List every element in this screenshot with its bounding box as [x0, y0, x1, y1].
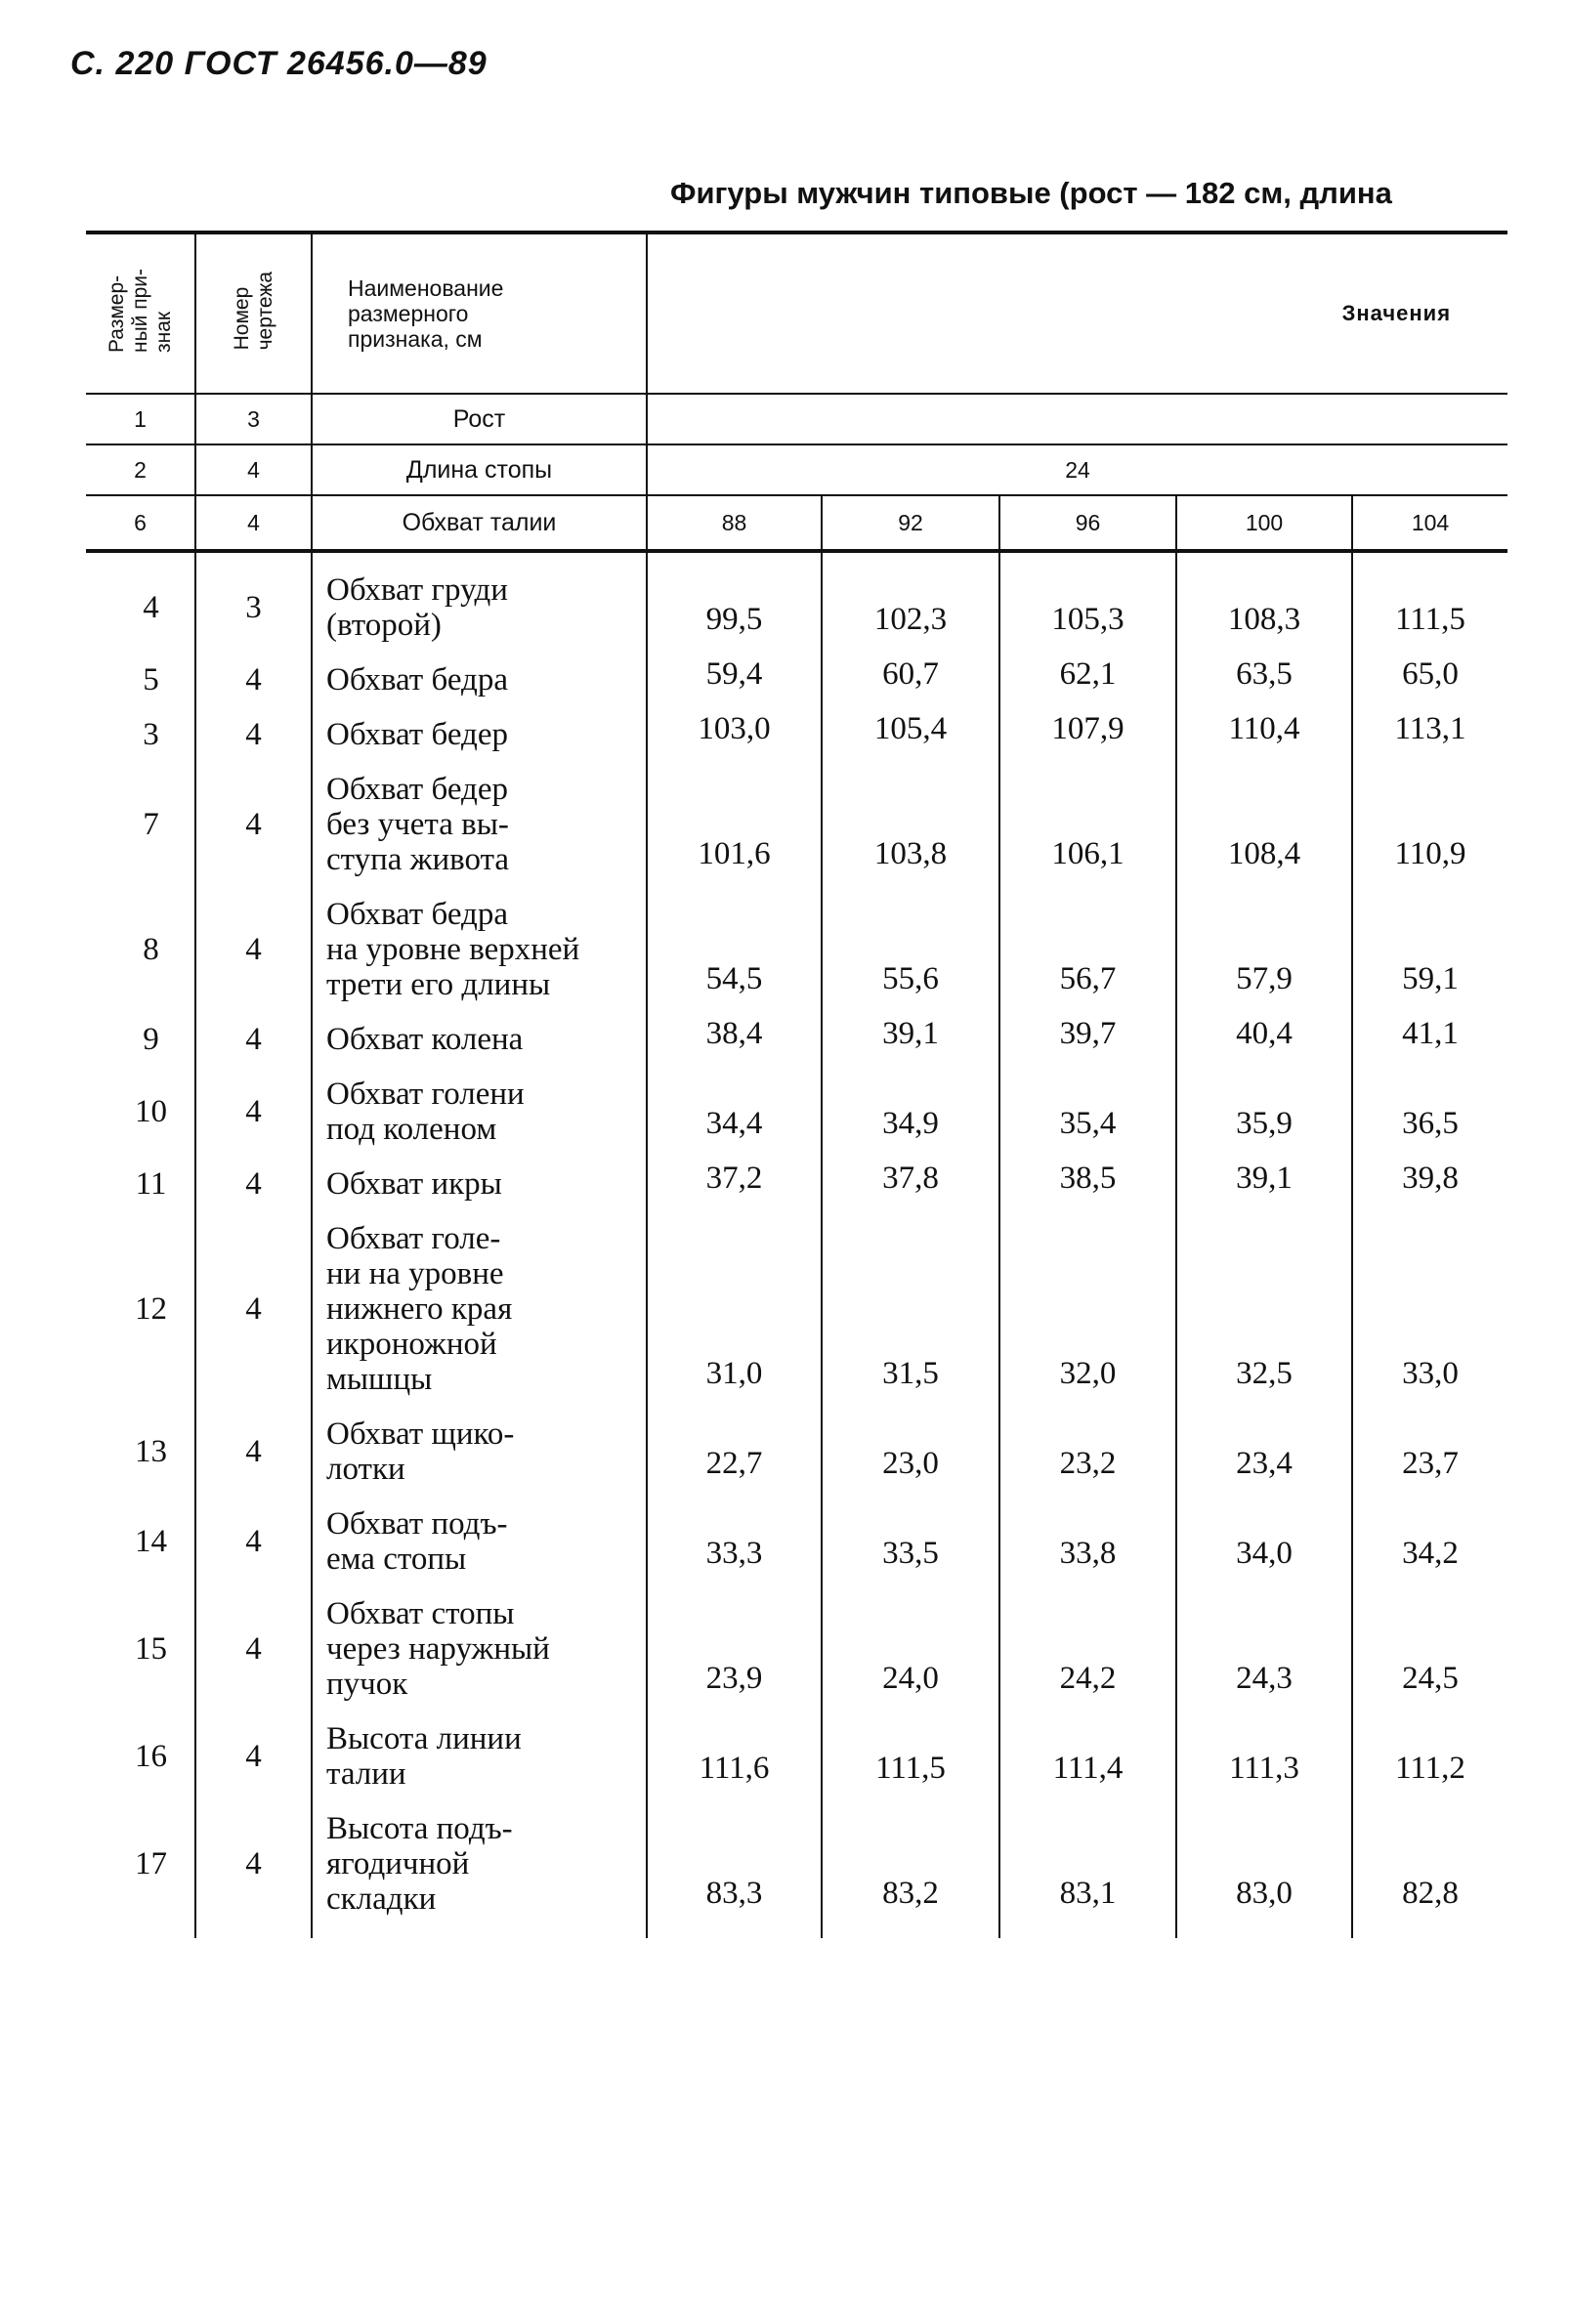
row-name: Обхват бедра на уровне верхней трети его длины	[312, 877, 647, 1002]
row-code: 4	[143, 590, 159, 625]
row-drawing: 4	[195, 1057, 312, 1147]
row-value: 24,2	[999, 1577, 1176, 1702]
row-drawing: 4	[195, 1397, 312, 1487]
table-row	[86, 1202, 1507, 1397]
row-drawing: 4	[195, 1147, 312, 1202]
row-code: 3	[143, 717, 159, 752]
row-value	[647, 394, 1507, 444]
row-value: 103,8	[822, 752, 999, 877]
row-value: 60,7	[822, 643, 999, 697]
row-value: 32,5	[1176, 1202, 1352, 1397]
row-value: 37,8	[822, 1147, 999, 1202]
row-value: 33,0	[1352, 1202, 1507, 1397]
row-value: 40,4	[1176, 1002, 1352, 1057]
table-row	[86, 1487, 1507, 1577]
table-row	[86, 697, 1507, 752]
row-value: 83,0	[1176, 1792, 1352, 1917]
tail-cell	[647, 1917, 822, 1938]
tail-cell	[86, 1917, 195, 1938]
table-row	[86, 1147, 1507, 1202]
tail-cell	[999, 1917, 1176, 1938]
tail-cell	[822, 1917, 999, 1938]
row-value: 23,0	[822, 1397, 999, 1487]
param-row	[86, 394, 1507, 444]
table-row	[86, 1702, 1507, 1792]
row-value: 34,4	[647, 1057, 822, 1147]
row-value: 55,6	[822, 877, 999, 1002]
row-value: 39,1	[822, 1002, 999, 1057]
row-code: 6	[86, 495, 195, 551]
row-value: 83,3	[647, 1792, 822, 1917]
row-name: Обхват голе- ни на уровне нижнего края икроножной мышцы	[312, 1202, 647, 1397]
row-value: 103,0	[647, 697, 822, 752]
row-value: 62,1	[999, 643, 1176, 697]
row-name: Обхват груди (второй)	[312, 553, 647, 643]
row-name: Обхват бедра	[312, 643, 647, 697]
row-name: Обхват талии	[312, 495, 647, 551]
row-name: Рост	[312, 394, 647, 444]
row-value: 111,6	[647, 1702, 822, 1792]
row-value: 33,3	[647, 1487, 822, 1577]
row-drawing: 4	[195, 1702, 312, 1792]
row-drawing: 4	[195, 444, 312, 495]
measurements-table	[86, 231, 1507, 1938]
row-value: 108,3	[1176, 553, 1352, 643]
row-code: 7	[143, 807, 159, 842]
header-values: Значения	[647, 232, 1507, 394]
table-row	[86, 877, 1507, 1002]
row-name: Обхват подъ- ема стопы	[312, 1487, 647, 1577]
tail-cell	[1176, 1917, 1352, 1938]
row-value: 111,4	[999, 1702, 1176, 1792]
row-value: 59,4	[647, 643, 822, 697]
row-code: 5	[143, 662, 159, 697]
row-value: 83,1	[999, 1792, 1176, 1917]
row-code: 10	[135, 1094, 167, 1129]
table-row	[86, 1792, 1507, 1917]
row-value: 113,1	[1352, 697, 1507, 752]
row-value: 32,0	[999, 1202, 1176, 1397]
param-row	[86, 444, 1507, 495]
page-header: С. 220 ГОСТ 26456.0—89	[70, 45, 488, 82]
row-drawing: 4	[195, 1202, 312, 1397]
header-drawing: Номер чертежа	[195, 232, 312, 394]
waist-value: 88	[647, 495, 822, 551]
row-value: 34,2	[1352, 1487, 1507, 1577]
row-value: 107,9	[999, 697, 1176, 752]
table-row	[86, 1002, 1507, 1057]
row-value: 24	[647, 444, 1507, 495]
row-value: 33,5	[822, 1487, 999, 1577]
row-value: 101,6	[647, 752, 822, 877]
row-drawing: 4	[195, 752, 312, 877]
row-drawing: 4	[195, 495, 312, 551]
row-value: 57,9	[1176, 877, 1352, 1002]
row-name: Обхват колена	[312, 1002, 647, 1057]
waist-value: 100	[1176, 495, 1352, 551]
row-value: 24,3	[1176, 1577, 1352, 1702]
row-value: 65,0	[1352, 643, 1507, 697]
row-value: 63,5	[1176, 643, 1352, 697]
row-value: 110,9	[1352, 752, 1507, 877]
row-value: 23,2	[999, 1397, 1176, 1487]
waist-row	[86, 495, 1507, 551]
header-feature: Размер- ный при- знак	[86, 232, 195, 394]
table-row	[86, 1577, 1507, 1702]
row-value: 111,3	[1176, 1702, 1352, 1792]
row-value: 99,5	[647, 553, 822, 643]
row-code: 15	[135, 1631, 167, 1667]
row-value: 37,2	[647, 1147, 822, 1202]
row-name: Обхват бедер без учета вы- ступа живота	[312, 752, 647, 877]
row-value: 34,9	[822, 1057, 999, 1147]
row-name: Обхват икры	[312, 1147, 647, 1202]
row-value: 23,7	[1352, 1397, 1507, 1487]
row-value: 110,4	[1176, 697, 1352, 752]
row-code: 11	[135, 1166, 167, 1202]
row-drawing: 4	[195, 1792, 312, 1917]
row-value: 38,5	[999, 1147, 1176, 1202]
table-row	[86, 643, 1507, 697]
row-name: Высота линии талии	[312, 1702, 647, 1792]
row-value: 36,5	[1352, 1057, 1507, 1147]
row-value: 108,4	[1176, 752, 1352, 877]
tail-cell	[1352, 1917, 1507, 1938]
header-name: Наименование размерного признака, см	[312, 232, 647, 394]
row-value: 39,1	[1176, 1147, 1352, 1202]
row-value: 23,9	[647, 1577, 822, 1702]
row-value: 39,7	[999, 1002, 1176, 1057]
table-row	[86, 1397, 1507, 1487]
row-code: 1	[86, 394, 195, 444]
row-value: 82,8	[1352, 1792, 1507, 1917]
row-value: 54,5	[647, 877, 822, 1002]
row-value: 34,0	[1176, 1487, 1352, 1577]
row-drawing: 3	[195, 553, 312, 643]
row-drawing: 4	[195, 643, 312, 697]
row-drawing: 4	[195, 1002, 312, 1057]
row-value: 102,3	[822, 553, 999, 643]
row-value: 56,7	[999, 877, 1176, 1002]
row-value: 39,8	[1352, 1147, 1507, 1202]
tail-cell	[195, 1917, 312, 1938]
row-code: 17	[135, 1846, 167, 1881]
waist-value: 104	[1352, 495, 1507, 551]
row-code: 8	[143, 932, 159, 967]
row-value: 105,4	[822, 697, 999, 752]
row-value: 35,4	[999, 1057, 1176, 1147]
row-value: 41,1	[1352, 1002, 1507, 1057]
row-value: 111,5	[1352, 553, 1507, 643]
row-name: Обхват стопы через наружный пучок	[312, 1577, 647, 1702]
table-tail	[86, 1917, 1507, 1938]
row-value: 59,1	[1352, 877, 1507, 1002]
row-value: 22,7	[647, 1397, 822, 1487]
row-value: 24,0	[822, 1577, 999, 1702]
row-code: 13	[135, 1434, 167, 1469]
row-drawing: 4	[195, 877, 312, 1002]
header-row	[86, 232, 1507, 394]
row-value: 83,2	[822, 1792, 999, 1917]
row-value: 35,9	[1176, 1057, 1352, 1147]
row-value: 111,5	[822, 1702, 999, 1792]
row-drawing: 4	[195, 1577, 312, 1702]
row-value: 23,4	[1176, 1397, 1352, 1487]
row-value: 106,1	[999, 752, 1176, 877]
waist-value: 96	[999, 495, 1176, 551]
row-code: 2	[86, 444, 195, 495]
row-name: Обхват щико- лотки	[312, 1397, 647, 1487]
waist-value: 92	[822, 495, 999, 551]
row-value: 33,8	[999, 1487, 1176, 1577]
tail-cell	[312, 1917, 647, 1938]
row-code: 9	[143, 1022, 159, 1057]
table-row	[86, 553, 1507, 643]
row-name: Длина стопы	[312, 444, 647, 495]
row-name: Обхват бедер	[312, 697, 647, 752]
row-value: 38,4	[647, 1002, 822, 1057]
table-row	[86, 752, 1507, 877]
row-code: 12	[135, 1291, 167, 1327]
row-value: 111,2	[1352, 1702, 1507, 1792]
row-code: 14	[135, 1524, 167, 1559]
row-drawing: 4	[195, 697, 312, 752]
row-name: Высота подъ- ягодичной складки	[312, 1792, 647, 1917]
row-name: Обхват голени под коленом	[312, 1057, 647, 1147]
row-drawing: 4	[195, 1487, 312, 1577]
table-caption: Фигуры мужчин типовые (рост — 182 см, длина	[670, 176, 1392, 210]
row-value: 31,5	[822, 1202, 999, 1397]
row-value: 31,0	[647, 1202, 822, 1397]
row-value: 105,3	[999, 553, 1176, 643]
row-drawing: 3	[195, 394, 312, 444]
row-value: 24,5	[1352, 1577, 1507, 1702]
row-code: 16	[135, 1739, 167, 1774]
table-row	[86, 1057, 1507, 1147]
